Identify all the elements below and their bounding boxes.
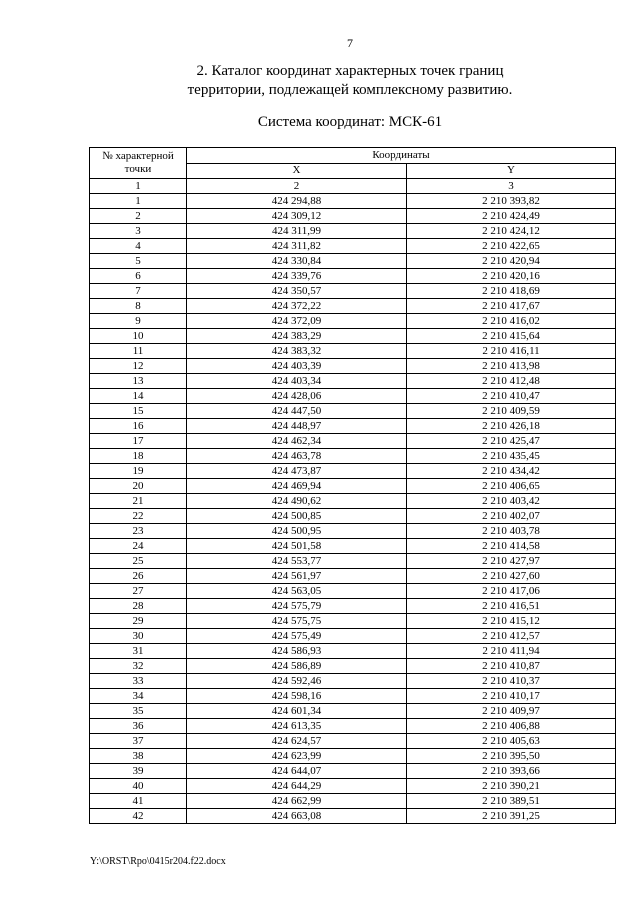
point-number-cell: 41 <box>90 794 187 809</box>
y-coordinate-cell: 2 210 410,17 <box>407 689 616 704</box>
document-heading <box>0 62 640 100</box>
table-row <box>90 629 616 644</box>
point-number-cell: 18 <box>90 449 187 464</box>
y-coordinate-cell: 2 210 424,49 <box>407 209 616 224</box>
y-coordinate-cell: 2 210 416,02 <box>407 314 616 329</box>
x-coordinate-cell: 424 623,99 <box>187 749 407 764</box>
table-row <box>90 539 616 554</box>
point-number-cell: 9 <box>90 314 187 329</box>
table-row <box>90 599 616 614</box>
x-coordinate-cell: 424 428,06 <box>187 389 407 404</box>
y-coordinate-cell: 2 210 415,64 <box>407 329 616 344</box>
point-number-cell: 6 <box>90 269 187 284</box>
y-coordinate-cell: 2 210 389,51 <box>407 794 616 809</box>
x-coordinate-cell: 424 553,77 <box>187 554 407 569</box>
point-number-cell: 3 <box>90 224 187 239</box>
table-row <box>90 404 616 419</box>
table-row <box>90 224 616 239</box>
table-row <box>90 704 616 719</box>
x-coordinate-cell: 424 294,88 <box>187 194 407 209</box>
table-row <box>90 329 616 344</box>
point-number-cell: 14 <box>90 389 187 404</box>
x-coordinate-cell: 424 311,82 <box>187 239 407 254</box>
x-coordinate-cell: 424 586,89 <box>187 659 407 674</box>
point-number-cell: 30 <box>90 629 187 644</box>
x-coordinate-cell: 424 473,87 <box>187 464 407 479</box>
y-coordinate-cell: 2 210 409,97 <box>407 704 616 719</box>
x-coordinate-cell: 424 644,07 <box>187 764 407 779</box>
x-coordinate-cell: 424 469,94 <box>187 479 407 494</box>
table-row <box>90 674 616 689</box>
y-coordinate-cell: 2 210 418,69 <box>407 284 616 299</box>
y-coordinate-cell: 2 210 414,58 <box>407 539 616 554</box>
y-coordinate-cell: 2 210 416,51 <box>407 599 616 614</box>
table-row <box>90 749 616 764</box>
y-coordinate-cell: 2 210 406,65 <box>407 479 616 494</box>
y-coordinate-cell: 2 210 391,25 <box>407 809 616 824</box>
point-number-cell: 15 <box>90 404 187 419</box>
y-coordinate-cell: 2 210 406,88 <box>407 719 616 734</box>
y-coordinate-cell: 2 210 435,45 <box>407 449 616 464</box>
x-coordinate-cell: 424 490,62 <box>187 494 407 509</box>
x-coordinate-cell: 424 601,34 <box>187 704 407 719</box>
table-row <box>90 779 616 794</box>
y-coordinate-cell: 2 210 416,11 <box>407 344 616 359</box>
x-coordinate-cell: 424 339,76 <box>187 269 407 284</box>
point-number-cell: 7 <box>90 284 187 299</box>
table-row <box>90 254 616 269</box>
y-coordinate-cell: 2 210 410,47 <box>407 389 616 404</box>
point-number-cell: 38 <box>90 749 187 764</box>
y-coordinate-cell: 2 210 393,82 <box>407 194 616 209</box>
table-row <box>90 569 616 584</box>
point-number-cell: 20 <box>90 479 187 494</box>
table-row <box>90 794 616 809</box>
y-coordinate-cell: 2 210 426,18 <box>407 419 616 434</box>
table-row <box>90 359 616 374</box>
point-number-cell: 4 <box>90 239 187 254</box>
x-coordinate-cell: 424 500,85 <box>187 509 407 524</box>
point-number-cell: 16 <box>90 419 187 434</box>
table-row <box>90 524 616 539</box>
y-coordinate-cell: 2 210 410,87 <box>407 659 616 674</box>
table-row <box>90 449 616 464</box>
x-coordinate-cell: 424 447,50 <box>187 404 407 419</box>
point-number-cell: 37 <box>90 734 187 749</box>
y-coordinate-cell: 2 210 417,67 <box>407 299 616 314</box>
x-coordinate-cell: 424 586,93 <box>187 644 407 659</box>
x-coordinate-cell: 424 448,97 <box>187 419 407 434</box>
heading-line-2: территории, подлежащей комплексному развитию. <box>187 82 513 98</box>
x-coordinate-cell: 424 403,34 <box>187 374 407 389</box>
table-row <box>90 479 616 494</box>
y-coordinate-cell: 2 210 420,16 <box>407 269 616 284</box>
x-coordinate-cell: 424 561,97 <box>187 569 407 584</box>
table-row <box>90 314 616 329</box>
x-coordinate-cell: 424 563,05 <box>187 584 407 599</box>
y-coordinate-cell: 2 210 417,06 <box>407 584 616 599</box>
table-row <box>90 269 616 284</box>
point-number-cell: 35 <box>90 704 187 719</box>
x-coordinate-cell: 424 501,58 <box>187 539 407 554</box>
point-number-cell: 13 <box>90 374 187 389</box>
x-coordinate-cell: 424 462,34 <box>187 434 407 449</box>
x-coordinate-cell: 424 662,99 <box>187 794 407 809</box>
point-number-cell: 5 <box>90 254 187 269</box>
table-row <box>90 659 616 674</box>
table-row <box>90 689 616 704</box>
x-coordinate-cell: 424 309,12 <box>187 209 407 224</box>
table-row <box>90 299 616 314</box>
x-coordinate-cell: 424 613,35 <box>187 719 407 734</box>
x-coordinate-cell: 424 598,16 <box>187 689 407 704</box>
point-number-cell: 21 <box>90 494 187 509</box>
point-number-cell: 2 <box>90 209 187 224</box>
y-coordinate-cell: 2 210 390,21 <box>407 779 616 794</box>
page-number: 7 <box>347 36 353 50</box>
point-number-cell: 31 <box>90 644 187 659</box>
point-number-cell: 26 <box>90 569 187 584</box>
table-row <box>90 644 616 659</box>
x-coordinate-cell: 424 575,75 <box>187 614 407 629</box>
header-coordinates: Координаты <box>187 148 616 164</box>
x-coordinate-cell: 424 372,09 <box>187 314 407 329</box>
y-coordinate-cell: 2 210 424,12 <box>407 224 616 239</box>
table-row <box>90 284 616 299</box>
x-coordinate-cell: 424 311,99 <box>187 224 407 239</box>
header-y: Y <box>407 163 616 179</box>
point-number-cell: 23 <box>90 524 187 539</box>
table-row <box>90 419 616 434</box>
table-row <box>90 194 616 209</box>
y-coordinate-cell: 2 210 427,60 <box>407 569 616 584</box>
point-number-cell: 12 <box>90 359 187 374</box>
point-number-cell: 36 <box>90 719 187 734</box>
column-number-1: 1 <box>90 179 187 194</box>
y-coordinate-cell: 2 210 409,59 <box>407 404 616 419</box>
y-coordinate-cell: 2 210 403,42 <box>407 494 616 509</box>
table-row <box>90 719 616 734</box>
x-coordinate-cell: 424 350,57 <box>187 284 407 299</box>
y-coordinate-cell: 2 210 405,63 <box>407 734 616 749</box>
x-coordinate-cell: 424 500,95 <box>187 524 407 539</box>
table-row <box>90 809 616 824</box>
table-row <box>90 734 616 749</box>
y-coordinate-cell: 2 210 412,48 <box>407 374 616 389</box>
x-coordinate-cell: 424 383,32 <box>187 344 407 359</box>
x-coordinate-cell: 424 575,79 <box>187 599 407 614</box>
table-row <box>90 344 616 359</box>
point-number-cell: 11 <box>90 344 187 359</box>
x-coordinate-cell: 424 624,57 <box>187 734 407 749</box>
table-row <box>90 374 616 389</box>
point-number-cell: 40 <box>90 779 187 794</box>
x-coordinate-cell: 424 463,78 <box>187 449 407 464</box>
table-row <box>90 209 616 224</box>
column-number-2: 2 <box>187 179 407 194</box>
x-coordinate-cell: 424 575,49 <box>187 629 407 644</box>
x-coordinate-cell: 424 663,08 <box>187 809 407 824</box>
point-number-cell: 25 <box>90 554 187 569</box>
point-number-cell: 39 <box>90 764 187 779</box>
y-coordinate-cell: 2 210 425,47 <box>407 434 616 449</box>
point-number-cell: 10 <box>90 329 187 344</box>
y-coordinate-cell: 2 210 395,50 <box>407 749 616 764</box>
x-coordinate-cell: 424 330,84 <box>187 254 407 269</box>
table-row <box>90 584 616 599</box>
table-row <box>90 509 616 524</box>
table-row <box>90 764 616 779</box>
point-number-cell: 32 <box>90 659 187 674</box>
y-coordinate-cell: 2 210 415,12 <box>407 614 616 629</box>
point-number-cell: 17 <box>90 434 187 449</box>
y-coordinate-cell: 2 210 420,94 <box>407 254 616 269</box>
point-number-cell: 19 <box>90 464 187 479</box>
x-coordinate-cell: 424 383,29 <box>187 329 407 344</box>
coordinates-table-body <box>90 194 616 824</box>
x-coordinate-cell: 424 644,29 <box>187 779 407 794</box>
table-row <box>90 614 616 629</box>
table-row <box>90 554 616 569</box>
point-number-cell: 24 <box>90 539 187 554</box>
x-coordinate-cell: 424 592,46 <box>187 674 407 689</box>
y-coordinate-cell: 2 210 422,65 <box>407 239 616 254</box>
y-coordinate-cell: 2 210 403,78 <box>407 524 616 539</box>
point-number-cell: 8 <box>90 299 187 314</box>
point-number-cell: 27 <box>90 584 187 599</box>
table-row <box>90 464 616 479</box>
x-coordinate-cell: 424 372,22 <box>187 299 407 314</box>
coordinates-table <box>89 147 616 824</box>
table-row <box>90 494 616 509</box>
point-number-cell: 22 <box>90 509 187 524</box>
table-row <box>90 434 616 449</box>
y-coordinate-cell: 2 210 393,66 <box>407 764 616 779</box>
y-coordinate-cell: 2 210 402,07 <box>407 509 616 524</box>
y-coordinate-cell: 2 210 413,98 <box>407 359 616 374</box>
x-coordinate-cell: 424 403,39 <box>187 359 407 374</box>
table-row <box>90 239 616 254</box>
footer-file-path: Y:\ORST\Rpo\0415r204.f22.docx <box>90 856 226 867</box>
point-number-cell: 34 <box>90 689 187 704</box>
y-coordinate-cell: 2 210 410,37 <box>407 674 616 689</box>
y-coordinate-cell: 2 210 434,42 <box>407 464 616 479</box>
point-number-cell: 33 <box>90 674 187 689</box>
y-coordinate-cell: 2 210 411,94 <box>407 644 616 659</box>
y-coordinate-cell: 2 210 427,97 <box>407 554 616 569</box>
heading-line-1: 2. Каталог координат характерных точек границ <box>196 63 504 79</box>
point-number-cell: 42 <box>90 809 187 824</box>
table-row <box>90 389 616 404</box>
point-number-cell: 29 <box>90 614 187 629</box>
header-point-number: № характерной точки <box>90 148 187 179</box>
point-number-cell: 1 <box>90 194 187 209</box>
point-number-cell: 28 <box>90 599 187 614</box>
coordinate-system-title: Система координат: МСК-61 <box>257 114 443 130</box>
column-number-3: 3 <box>407 179 616 194</box>
header-x: X <box>187 163 407 179</box>
y-coordinate-cell: 2 210 412,57 <box>407 629 616 644</box>
